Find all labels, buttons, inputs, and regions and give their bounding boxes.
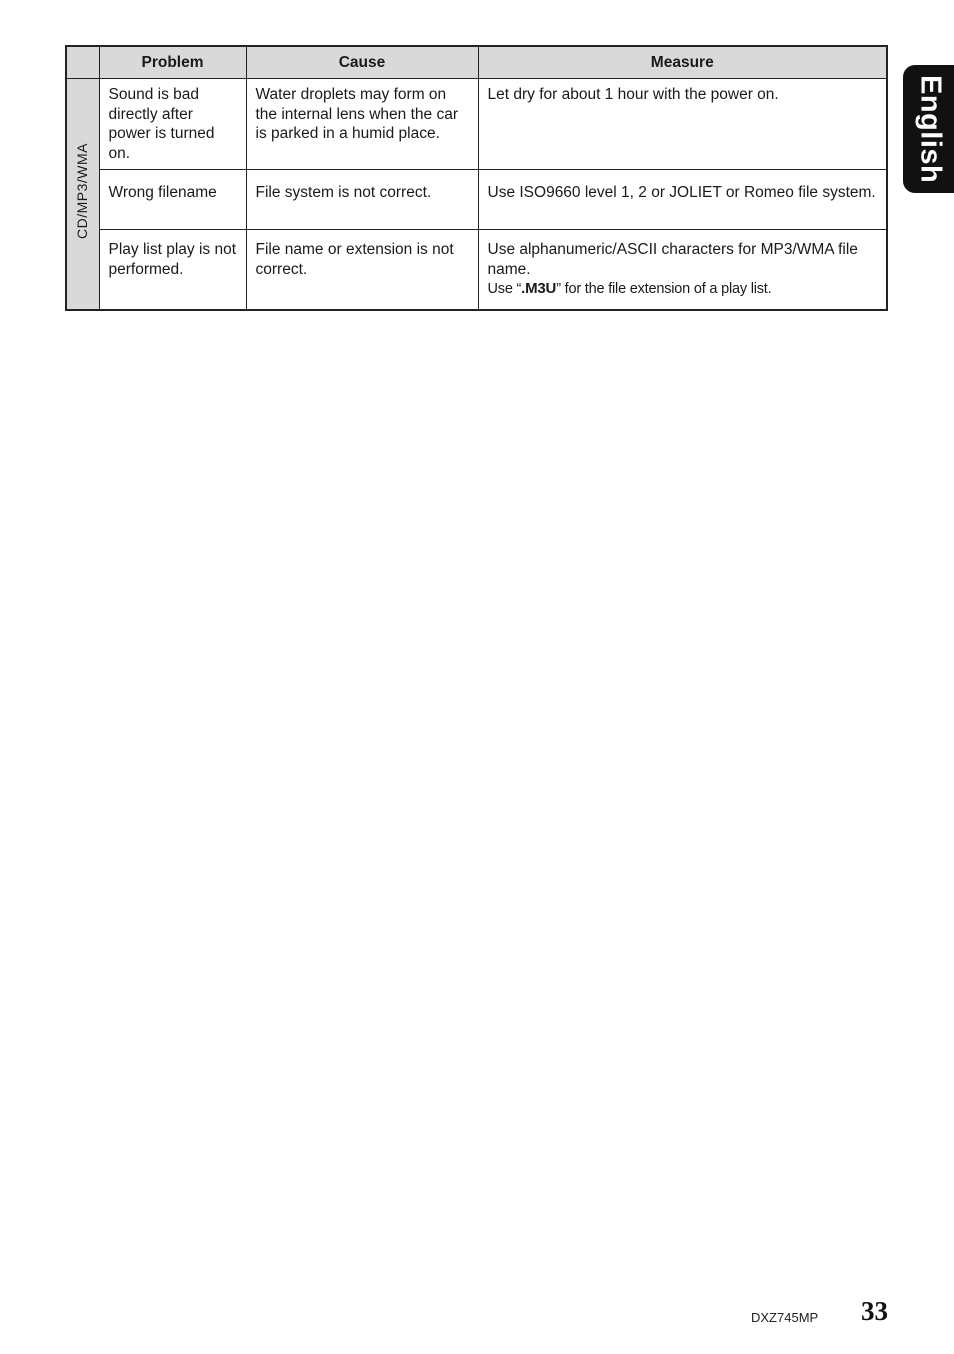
corner-header-cell	[66, 46, 99, 79]
category-cell	[66, 79, 99, 310]
measure-extra-prefix: Use “	[487, 281, 522, 297]
header-cause: Cause	[246, 46, 478, 79]
measure-cell: Use ISO9660 level 1, 2 or JOLIET or Romeo file system.	[478, 170, 887, 230]
m3u-extension: .M3U	[521, 280, 557, 297]
model-number: DXZ745MP	[751, 1310, 819, 1325]
measure-extra-suffix: ” for the file extension of a play list.	[556, 281, 772, 297]
problem-cell: Wrong filename	[99, 170, 246, 230]
troubleshooting-table	[65, 45, 888, 311]
measure-cell	[478, 230, 887, 310]
table-row	[66, 170, 887, 230]
table-header-row	[66, 46, 887, 79]
header-problem: Problem	[99, 46, 246, 79]
cause-cell: Water droplets may form on the internal lens when the car is parked in a humid place.	[246, 79, 478, 170]
category-label: CD/MP3/WMA	[74, 143, 90, 239]
header-measure: Measure	[478, 46, 887, 79]
cause-cell: File name or extension is not correct.	[246, 230, 478, 310]
language-tab-label: English	[914, 74, 947, 184]
cause-cell: File system is not correct.	[246, 170, 478, 230]
table-row	[66, 230, 887, 310]
page-number: 33	[861, 1296, 888, 1326]
problem-cell: Play list play is not performed.	[99, 230, 246, 310]
problem-cell: Sound is bad directly after power is turned on.	[99, 79, 246, 170]
language-tab	[903, 65, 954, 193]
measure-extra-text	[488, 279, 879, 300]
measure-text: Use alphanumeric/ASCII characters for MP3/WMA file name.	[487, 241, 858, 278]
measure-cell: Let dry for about 1 hour with the power on.	[478, 79, 887, 170]
table-row	[66, 79, 887, 170]
